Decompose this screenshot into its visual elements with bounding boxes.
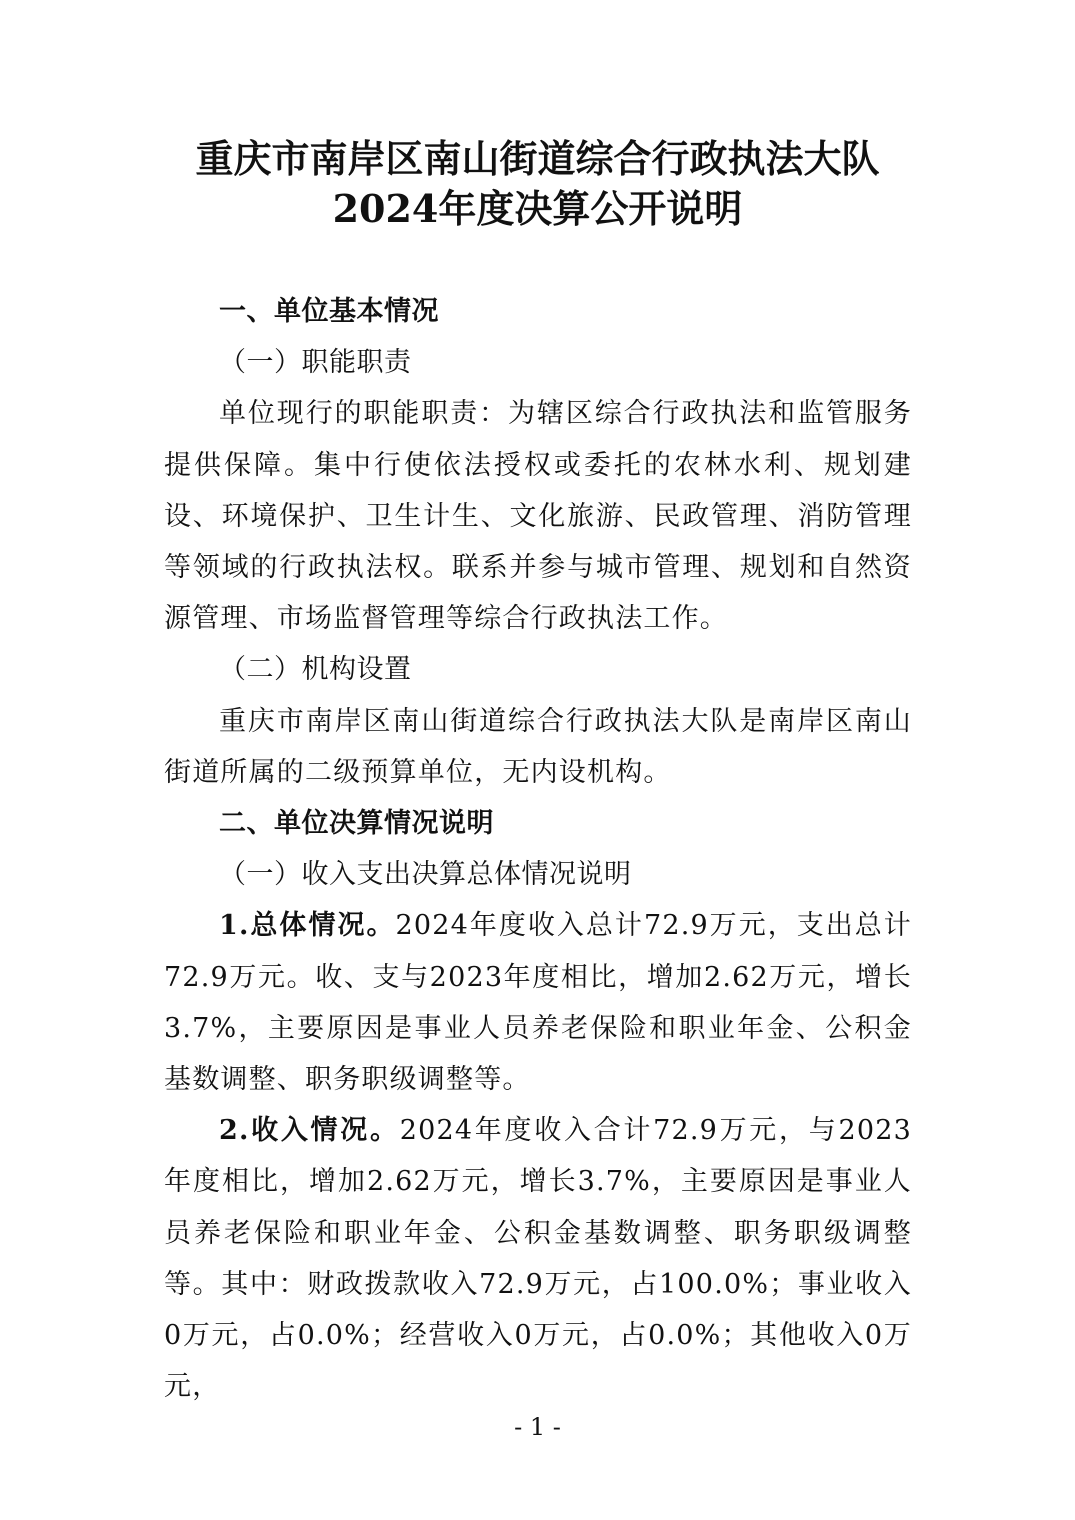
paragraph-overall-text: 2024年度收入总计72.9万元，支出总计72.9万元。收、支与2023年度相比，增加2.62万元，增长3.7%，主要原因是事业人员养老保险和职业年金、公积金基数调整、职务职级调整等。 [164,910,912,1096]
section-heading-final-accounts: 二、单位决算情况说明 [219,808,494,840]
subsection-heading-income-expenditure: （一）收入支出决算总体情况说明 [219,859,632,891]
paragraph-income [164,1105,912,1412]
paragraph-overall [164,900,912,1105]
subsection-heading-organization: （二）机构设置 [219,654,412,686]
paragraph-income-lead: 2.收入情况。 [219,1115,400,1147]
document-title-line2: 2024年度决算公开说明 [332,186,743,231]
document-title-line1: 重庆市南岸区南山街道综合行政执法大队 [195,136,880,181]
page-number: - 1 - [514,1413,561,1441]
section-heading-basic-info: 一、单位基本情况 [219,296,439,327]
paragraph-organization: 重庆市南岸区南山街道综合行政执法大队是南岸区南山街道所属的二级预算单位，无内设机构。 [164,705,912,788]
subsection-heading-duties: （一）职能职责 [219,347,412,379]
paragraph-overall-lead: 1.总体情况。 [219,910,396,942]
paragraph-duties: 单位现行的职能职责：为辖区综合行政执法和监管服务提供保障。集中行使依法授权或委托的农林水利、规划建设、环境保护、卫生计生、文化旅游、民政管理、消防管理等领域的行政执法权。联系并参与城市管理、规划和自然资源管理、市场监督管理等综合行政执法工作。 [164,398,912,635]
paragraph-income-text: 2024年度收入合计72.9万元，与2023年度相比，增加2.62万元，增长3.7%，主要原因是事业人员养老保险和职业年金、公积金基数调整、职务职级调整等。其中：财政拨款收入72.9万元，占100.0%；事业收入0万元，占0.0%；经营收入0万元，占0.0%；其他收入0万元， [164,1115,912,1403]
document-body [164,286,912,1412]
